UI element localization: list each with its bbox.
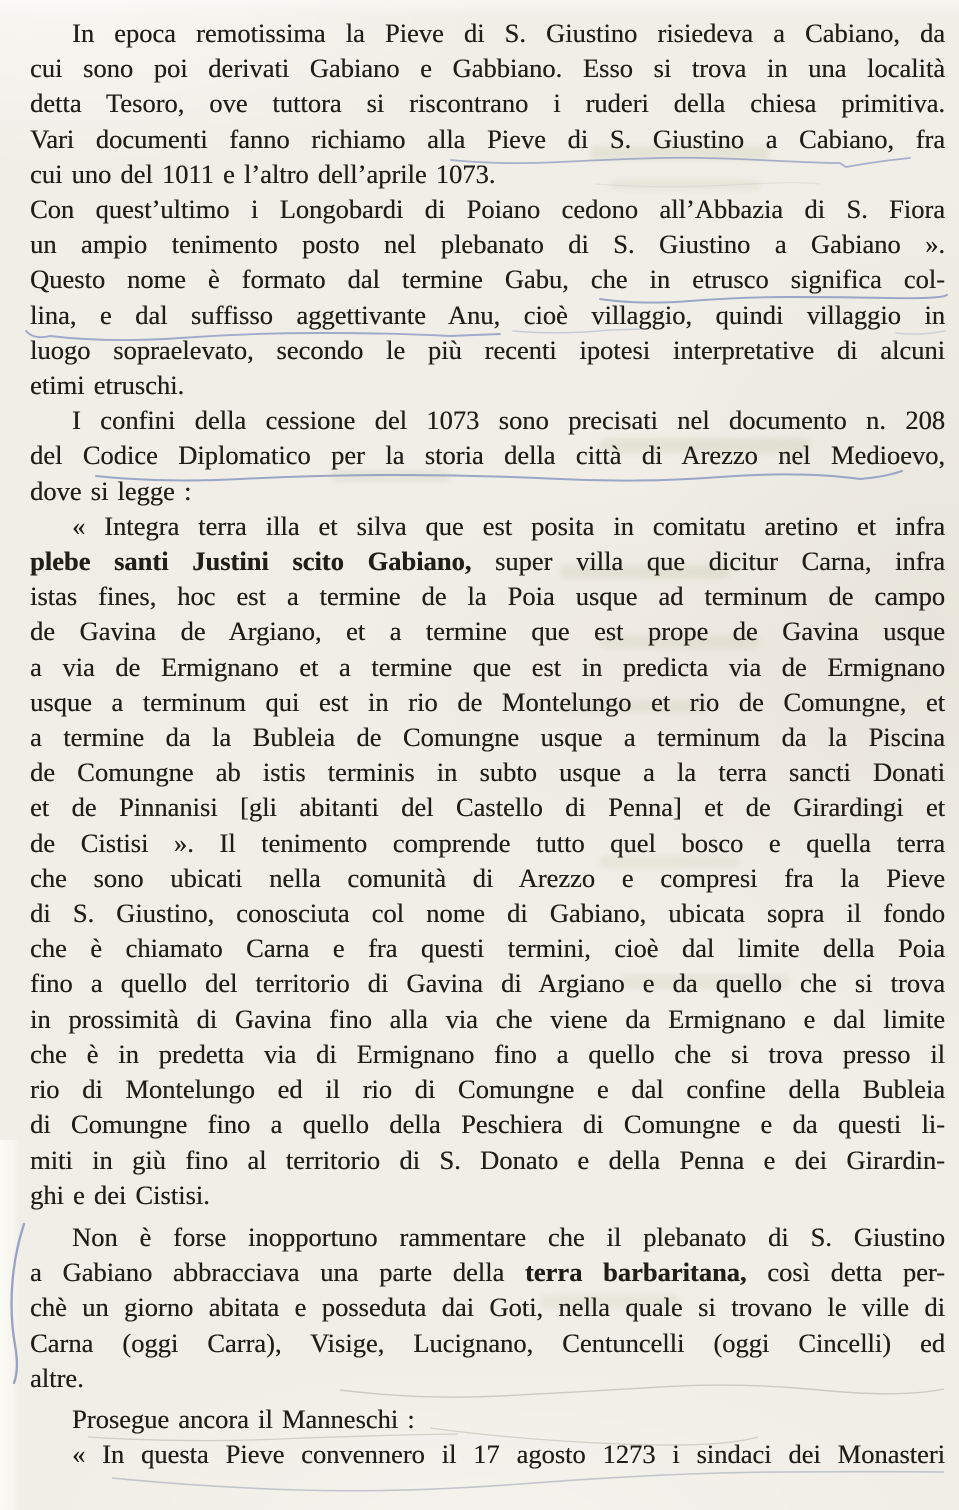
text-line <box>30 262 945 297</box>
text-segment: cui sono poi derivati Gabiano e Gabbiano. Esso si trova in una località <box>30 53 945 84</box>
text-line <box>30 790 945 825</box>
text-line <box>30 16 945 51</box>
text-segment: Con quest’ultimo i Longobardi di Poiano cedono all’Abbazia di S. Fiora <box>30 194 945 225</box>
text-line <box>30 614 945 649</box>
text-line <box>30 931 945 966</box>
text-segment: fino a quello del territorio di Gavina di Argiano e da quello che si trova <box>30 968 945 999</box>
paragraph <box>30 192 945 403</box>
text-line <box>30 1255 945 1290</box>
text-line <box>30 1361 945 1396</box>
paragraph <box>30 16 945 192</box>
text-line <box>30 1178 945 1213</box>
text-line <box>30 755 945 790</box>
text-segment: « Integra terra illa et silva que est posita in comitatu aretino et infra <box>72 510 945 541</box>
text-line <box>30 650 945 685</box>
text-line <box>30 1326 945 1361</box>
text-segment: etimi etruschi. <box>30 370 185 401</box>
text-line <box>30 685 945 720</box>
text-segment: de Comungne ab istis terminis in subto usque a la terra sancti Donati <box>30 757 945 788</box>
text-segment: cui uno del 1011 e l’altro dell’aprile 1073. <box>30 158 496 189</box>
text-line <box>30 298 945 333</box>
text-line <box>30 227 945 262</box>
text-segment: rio di Montelungo ed il rio di Comungne e dal confine della Bubleia <box>30 1074 945 1105</box>
text-line <box>30 86 945 121</box>
text-segment: chè un giorno abitata e posseduta dai Goti, nella quale si trovano le ville di <box>30 1292 945 1323</box>
text-line <box>30 1037 945 1072</box>
text-segment: in prossimità di Gavina fino alla via che viene da Ermignano e dal limite <box>30 1003 945 1034</box>
text-segment: a termine da la Bubleia de Comungne usque a terminum da la Piscina <box>30 722 945 753</box>
text-line <box>30 1290 945 1325</box>
paragraph <box>30 1402 945 1437</box>
text-line <box>30 1072 945 1107</box>
text-segment: dove si legge : <box>30 475 192 506</box>
text-line <box>30 403 945 438</box>
text-segment: « In questa Pieve convennero il 17 agosto 1273 i sindaci dei Monasteri <box>72 1439 945 1470</box>
scan-crease <box>112 1472 944 1491</box>
text-line <box>30 579 945 614</box>
text-segment: che è chiamato Carna e fra questi termini, cioè dal limite della Poia <box>30 933 945 964</box>
text-segment: detta Tesoro, ove tuttora si riscontrano i ruderi della chiesa primitiva. <box>30 88 945 119</box>
text-segment: così detta per- <box>746 1257 945 1288</box>
text-segment: ghi e dei Cistisi. <box>30 1179 210 1210</box>
text-line <box>30 1402 945 1437</box>
bold-phrase: terra barbaritana, <box>524 1257 747 1288</box>
text-segment: lina, e dal suffisso aggettivante Anu, cioè villaggio, quindi villaggio in <box>30 299 945 330</box>
text-segment: di S. Giustino, conosciuta col nome di Gabiano, ubicata sopra il fondo <box>30 898 945 929</box>
scan-page-edge <box>0 1140 20 1510</box>
bold-phrase: plebe santi Justini scito Gabiano, <box>30 546 472 577</box>
text-segment: miti in giù fino al territorio di S. Donato e della Penna e dei Girardin- <box>30 1144 945 1175</box>
text-segment: Questo nome è formato dal termine Gabu, che in etrusco significa col- <box>30 264 945 295</box>
text-line <box>30 368 945 403</box>
text-segment: et de Pinnanisi [gli abitanti del Castello di Penna] et de Girardingi et <box>30 792 945 823</box>
text-line <box>30 826 945 861</box>
text-segment: Vari documenti fanno richiamo alla Pieve di S. Giustino a Cabiano, fra <box>30 123 945 154</box>
text-line <box>30 1437 945 1472</box>
text-line <box>30 720 945 755</box>
text-line <box>30 1002 945 1037</box>
paragraph <box>30 509 945 1213</box>
text-segment: istas fines, hoc est a termine de la Poia usque ad terminum de campo <box>30 581 945 612</box>
text-line <box>30 509 945 544</box>
text-line <box>30 474 945 509</box>
text-line <box>30 333 945 368</box>
text-segment: I confini della cessione del 1073 sono precisati nel documento n. 208 <box>72 405 945 436</box>
text-segment: un ampio tenimento posto nel plebanato di S. Giustino a Gabiano ». <box>30 229 945 260</box>
text-line <box>30 896 945 931</box>
text-line <box>30 157 945 192</box>
text-segment: di Comungne fino a quello della Peschiera di Comungne e da questi li- <box>30 1109 945 1140</box>
text-line <box>30 192 945 227</box>
text-line <box>30 1143 945 1178</box>
paragraph <box>30 1437 945 1472</box>
text-line <box>30 1220 945 1255</box>
text-segment: che sono ubicati nella comunità di Arezzo e compresi fra la Pieve <box>30 862 945 893</box>
text-line <box>30 861 945 896</box>
text-segment: del Codice Diplomatico per la storia della città di Arezzo nel Medioevo, <box>30 440 945 471</box>
text-line <box>30 51 945 86</box>
page-text <box>30 16 945 1472</box>
text-segment: de Gavina de Argiano, et a termine que est prope de Gavina usque <box>30 616 945 647</box>
text-segment: Prosegue ancora il Manneschi : <box>72 1403 415 1434</box>
text-line <box>30 966 945 1001</box>
text-segment: Carna (oggi Carra), Visige, Lucignano, Centuncelli (oggi Cincelli) ed <box>30 1327 945 1358</box>
text-segment: Non è forse inopportuno rammentare che il plebanato di S. Giustino <box>72 1221 945 1252</box>
text-segment: de Cistisi ». Il tenimento comprende tutto quel bosco e quella terra <box>30 827 945 858</box>
text-line <box>30 122 945 157</box>
text-segment: che è in predetta via di Ermignano fino a quello che si trova presso il <box>30 1038 945 1069</box>
paragraph <box>30 403 945 509</box>
text-segment: a via de Ermignano et a termine que est in predicta via de Ermignano <box>30 651 945 682</box>
text-segment: In epoca remotissima la Pieve di S. Giustino risiedeva a Cabiano, da <box>72 18 945 48</box>
text-segment: luogo sopraelevato, secondo le più recenti ipotesi interpretative di alcuni <box>30 334 945 365</box>
text-segment: usque a terminum qui est in rio de Montelungo et rio de Comungne, et <box>30 686 945 717</box>
text-segment: altre. <box>30 1362 84 1393</box>
text-line <box>30 438 945 473</box>
paragraph <box>30 1220 945 1396</box>
text-line <box>30 1107 945 1142</box>
text-segment: a Gabiano abbracciava una parte della <box>30 1257 525 1288</box>
text-line <box>30 544 945 579</box>
text-segment: super villa que dicitur Carna, infra <box>471 546 946 577</box>
